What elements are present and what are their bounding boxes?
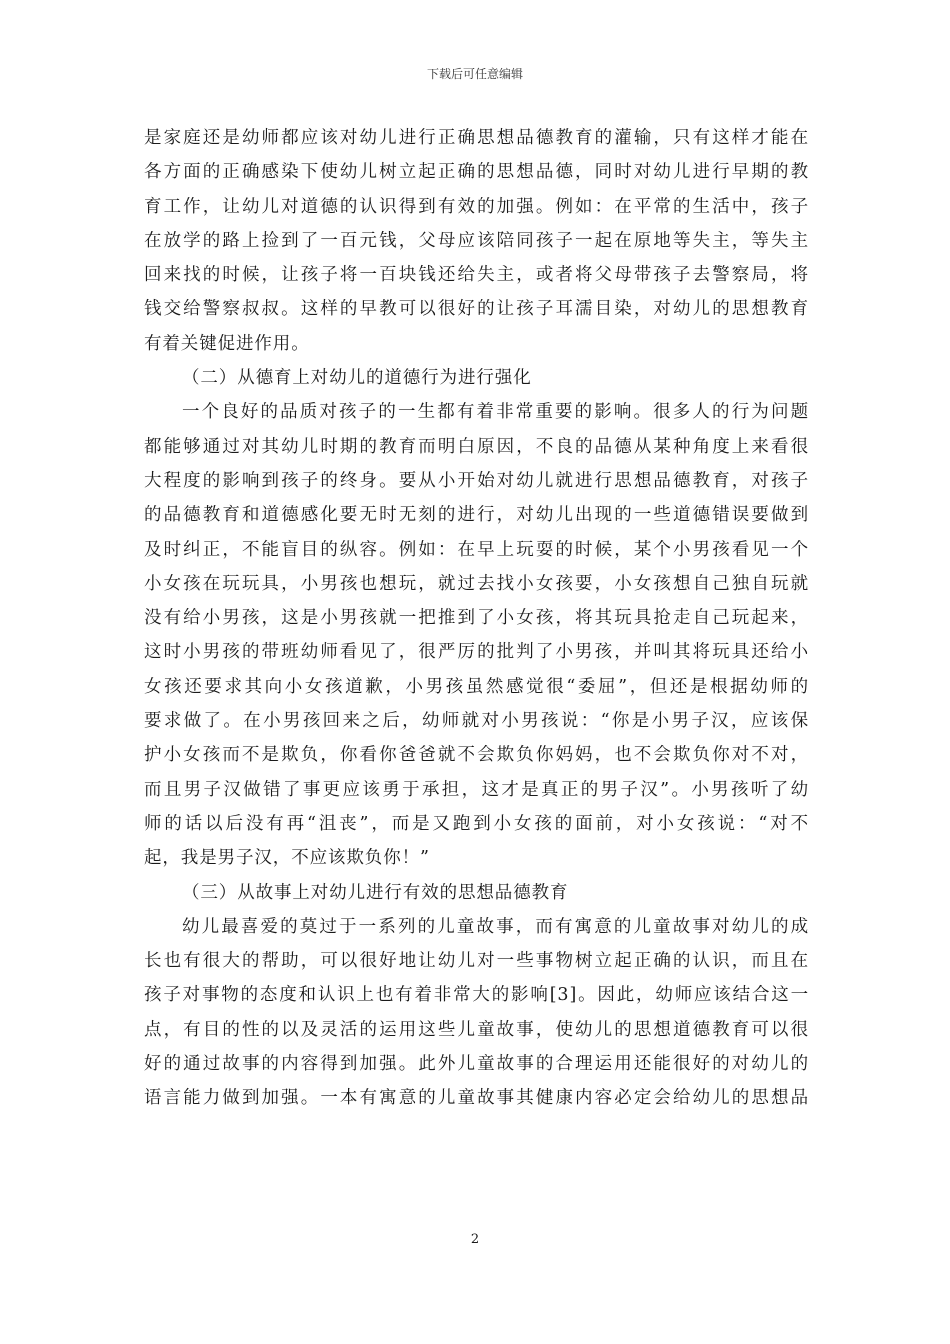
page-header: 下载后可任意编辑 bbox=[426, 67, 523, 81]
body-text-line: 这时小男孩的带班幼师看见了，很严厉的批判了小男孩，并叫其将玩具还给小 bbox=[144, 642, 809, 663]
body-text-line: 女孩还要求其向小女孩道歉，小男孩虽然感觉很“委屈”，但还是根据幼师的 bbox=[144, 676, 809, 697]
body-text-line: 好的通过故事的内容得到加强。此外儿童故事的合理运用还能很好的对幼儿的 bbox=[144, 1054, 809, 1075]
body-text-line: 小女孩在玩玩具，小男孩也想玩，就过去找小女孩要，小女孩想自己独自玩就 bbox=[144, 573, 809, 594]
body-text-line: 起，我是男子汉，不应该欺负你！” bbox=[144, 848, 430, 869]
body-text-line: 语言能力做到加强。一本有寓意的儿童故事其健康内容必定会给幼儿的思想品 bbox=[144, 1088, 809, 1109]
document-body bbox=[144, 121, 809, 1116]
page-number: 2 bbox=[470, 1232, 480, 1247]
body-text-line: 钱交给警察叔叔。这样的早教可以很好的让孩子耳濡目染，对幼儿的思想教育 bbox=[144, 299, 809, 320]
body-text-line: 有着关键促进作用。 bbox=[144, 333, 310, 354]
body-text-line: 各方面的正确感染下使幼儿树立起正确的思想品德，同时对幼儿进行早期的教 bbox=[144, 162, 809, 183]
body-text-line: 而且男子汉做错了事更应该勇于承担，这才是真正的男子汉”。小男孩听了幼 bbox=[144, 779, 809, 800]
body-text-line: 都能够通过对其幼儿时期的教育而明白原因，不良的品德从某种角度上来看很 bbox=[144, 436, 809, 457]
body-text-line: 孩子对事物的态度和认识上也有着非常大的影响[3]。因此，幼师应该结合这一 bbox=[144, 985, 809, 1006]
body-text-line: 点，有目的性的以及灵活的运用这些儿童故事，使幼儿的思想道德教育可以很 bbox=[144, 1019, 809, 1040]
body-text-line: 及时纠正，不能盲目的纵容。例如：在早上玩耍的时候，某个小男孩看见一个 bbox=[144, 539, 809, 560]
body-text-line: 要求做了。在小男孩回来之后，幼师就对小男孩说：“你是小男子汉，应该保 bbox=[144, 711, 809, 732]
body-text-line: 幼儿最喜爱的莫过于一系列的儿童故事，而有寓意的儿童故事对幼儿的成 bbox=[182, 916, 809, 937]
body-text-line: 育工作，让幼儿对道德的认识得到有效的加强。例如：在平常的生活中，孩子 bbox=[144, 196, 809, 217]
body-text-line: 大程度的影响到孩子的终身。要从小开始对幼儿就进行思想品德教育，对孩子 bbox=[144, 470, 809, 491]
body-text-line: 一个良好的品质对孩子的一生都有着非常重要的影响。很多人的行为问题 bbox=[182, 402, 809, 423]
body-text-line: 在放学的路上捡到了一百元钱，父母应该陪同孩子一起在原地等失主，等失主 bbox=[144, 230, 809, 251]
body-text-line: 长也有很大的帮助，可以很好地让幼儿对一些事物树立起正确的认识，而且在 bbox=[144, 951, 809, 972]
body-text-line: 的品德教育和道德感化要无时无刻的进行，对幼儿出现的一些道德错误要做到 bbox=[144, 505, 809, 526]
body-text-line: 护小女孩而不是欺负，你看你爸爸就不会欺负你妈妈，也不会欺负你对不对， bbox=[144, 745, 809, 766]
body-text-line: 回来找的时候，让孩子将一百块钱还给失主，或者将父母带孩子去警察局，将 bbox=[144, 265, 809, 286]
section-heading: （二）从德育上对幼儿的道德行为进行强化 bbox=[182, 368, 532, 389]
body-text-line: 没有给小男孩，这是小男孩就一把推到了小女孩，将其玩具抢走自己玩起来， bbox=[144, 608, 809, 629]
body-text-line: 师的话以后没有再“沮丧”，而是又跑到小女孩的面前，对小女孩说：“对不 bbox=[144, 813, 809, 834]
body-text-line: 是家庭还是幼师都应该对幼儿进行正确思想品德教育的灌输，只有这样才能在 bbox=[144, 128, 809, 148]
section-heading: （三）从故事上对幼儿进行有效的思想品德教育 bbox=[182, 882, 569, 903]
